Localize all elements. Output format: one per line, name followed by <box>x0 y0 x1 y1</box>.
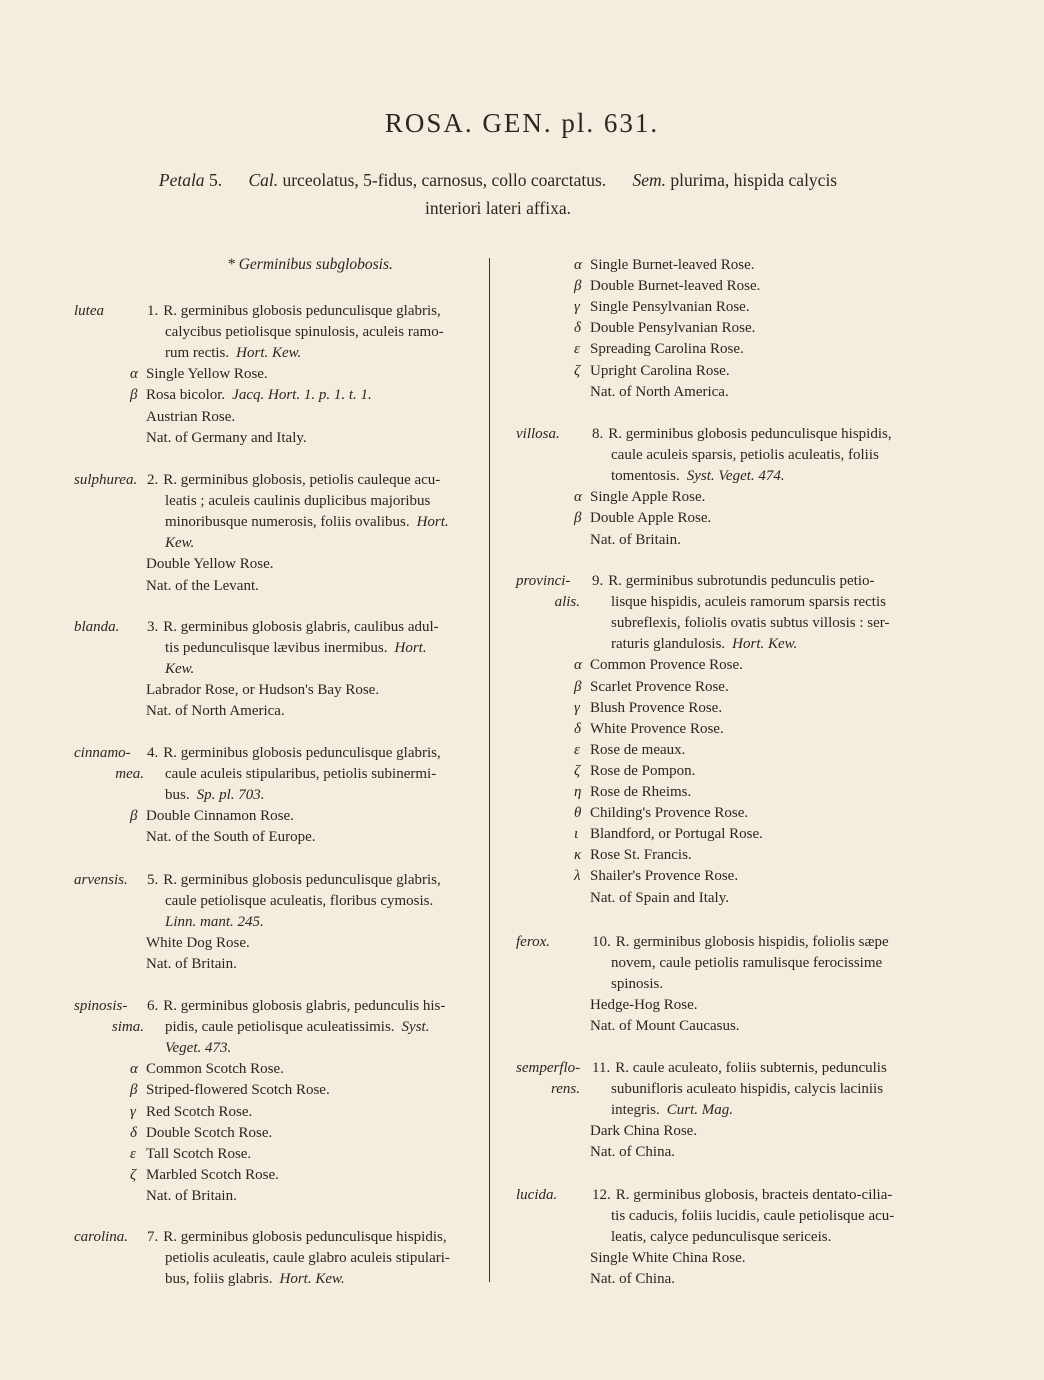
variety-text: Nat. of Germany and Italy. <box>146 429 307 446</box>
species-number: 7. <box>147 1229 159 1245</box>
page-title: ROSA. GEN. pl. 631. <box>384 108 660 138</box>
description-text: subunifloris aculeato hispidis, calycis laciniis <box>611 1081 884 1098</box>
variety-text: Single White China Rose. <box>590 1250 746 1267</box>
description-text: tomentosis. <box>611 468 680 485</box>
species-name: spinosis- <box>74 998 128 1014</box>
description-line <box>165 1017 429 1038</box>
variety-line <box>130 806 294 827</box>
greek-letter: ζ <box>574 762 581 779</box>
description-text: raturis glandulosis. <box>611 636 726 653</box>
species-number: 1. <box>147 303 159 319</box>
variety-text: Nat. of Britain. <box>590 531 681 548</box>
description-text: R. germinibus globosis glabris, caulibus adul- <box>163 619 439 635</box>
variety-text: Rosa bicolor. <box>146 387 226 404</box>
description-line <box>611 1100 733 1121</box>
species-number: 2. <box>147 472 159 488</box>
citation: Hort. Kew. <box>732 636 798 653</box>
species-number: 8. <box>592 426 604 442</box>
citation: Kew. <box>165 535 195 552</box>
section-header: * Germinibus subglobosis. <box>227 256 393 273</box>
variety-text: Nat. of the South of Europe. <box>146 829 316 846</box>
variety-text: Single Pensylvanian Rose. <box>590 299 750 316</box>
greek-letter: α <box>130 1061 138 1078</box>
greek-letter: ε <box>130 1145 136 1162</box>
description-text: R. germinibus globosis pedunculisque glabris, <box>163 303 441 319</box>
species-name: mea. <box>115 766 144 783</box>
species-name: lutea <box>74 303 104 319</box>
variety-text: Nat. of Britain. <box>146 956 237 973</box>
variety-line <box>574 803 748 824</box>
citation: Hort. Kew. <box>279 1271 345 1288</box>
description-line <box>147 870 441 891</box>
variety-line <box>574 761 695 782</box>
variety-line <box>574 487 705 508</box>
variety-text: Rose de meaux. <box>590 741 686 758</box>
description-text: caule aculeis sparsis, petiolis aculeatis, foliis <box>611 447 879 464</box>
description-text: lisque hispidis, aculeis ramorum sparsis rectis <box>611 594 886 611</box>
description-line <box>147 617 439 638</box>
greek-letter: ζ <box>130 1166 137 1183</box>
variety-text: Upright Carolina Rose. <box>590 362 730 379</box>
variety-text: Nat. of North America. <box>146 703 285 720</box>
variety-line <box>130 385 372 406</box>
greek-letter: δ <box>574 320 581 337</box>
species-number: 10. <box>592 934 611 950</box>
variety-line <box>574 677 729 698</box>
variety-text: Nat. of Spain and Italy. <box>590 889 729 906</box>
description-text: rum rectis. <box>165 345 230 362</box>
variety-line <box>130 1144 251 1165</box>
citation: Hort. <box>394 640 427 657</box>
variety-line <box>574 845 692 866</box>
description-line <box>611 1227 831 1248</box>
variety-line <box>574 655 743 676</box>
description-text: R. germinibus globosis pedunculisque hispidis, <box>163 1229 447 1245</box>
variety-text: Spreading Carolina Rose. <box>590 341 744 358</box>
species-name: alis. <box>554 594 580 611</box>
cal-text: urceolatus, 5-fidus, carnosus, collo coarctatus. <box>282 170 607 190</box>
variety-line <box>130 954 237 975</box>
greek-letter: γ <box>130 1103 136 1120</box>
species-number: 11. <box>592 1060 611 1076</box>
variety-line <box>130 1059 284 1080</box>
variety-line <box>574 361 730 382</box>
character-line-2: interiori lateri affixa. <box>425 198 571 218</box>
description-text: pidis, caule petiolisque aculeatissimis. <box>165 1019 395 1036</box>
variety-text: Marbled Scotch Rose. <box>146 1166 279 1183</box>
greek-letter: α <box>574 657 582 674</box>
greek-letter: β <box>574 278 582 295</box>
variety-text: Nat. of Mount Caucasus. <box>590 1018 740 1035</box>
variety-line <box>130 554 274 575</box>
description-text: leatis, calyce pedunculisque sericeis. <box>611 1229 832 1246</box>
description-line <box>165 1248 450 1269</box>
greek-letter: α <box>574 489 582 506</box>
description-text: spinosis. <box>611 976 664 993</box>
description-text: R. germinibus globosis glabris, pedunculis his- <box>163 998 446 1014</box>
description-line <box>611 953 882 974</box>
variety-line <box>574 1142 675 1163</box>
variety-line <box>130 576 259 597</box>
greek-letter: β <box>130 808 138 825</box>
description-line <box>611 445 879 466</box>
description-line <box>592 1185 892 1206</box>
variety-line <box>574 824 763 845</box>
greek-letter: α <box>574 257 582 273</box>
description-text: R. germinibus subrotundis pedunculis petio- <box>608 573 875 589</box>
variety-text: Common Scotch Rose. <box>146 1061 284 1078</box>
variety-line <box>130 680 379 701</box>
variety-line <box>130 933 250 954</box>
species-name: lucida. <box>516 1187 558 1203</box>
description-line <box>147 1227 447 1248</box>
variety-line <box>130 364 268 385</box>
petala-label: Petala <box>158 170 205 190</box>
variety-line <box>130 1186 237 1207</box>
greek-letter: δ <box>574 720 581 737</box>
greek-letter: κ <box>574 847 582 864</box>
greek-letter: β <box>574 678 582 695</box>
sem-label: Sem. <box>632 170 667 190</box>
variety-text: Scarlet Provence Rose. <box>590 678 729 695</box>
description-line <box>165 322 444 343</box>
description-text: petiolis aculeatis, caule glabro aculeis stipulari- <box>165 1250 450 1267</box>
citation: Hort. Kew. <box>236 345 302 362</box>
variety-line <box>574 1248 746 1269</box>
description-text: R. germinibus globosis pedunculisque glabris, <box>163 872 441 888</box>
variety-line <box>574 995 697 1016</box>
greek-letter: β <box>130 387 138 404</box>
variety-line <box>130 1080 330 1101</box>
variety-text: Single Yellow Rose. <box>146 366 268 383</box>
greek-letter: γ <box>574 299 580 316</box>
description-line <box>611 974 663 995</box>
description-text: tis caducis, foliis lucidis, caule petiolisque acu- <box>611 1208 895 1225</box>
variety-text: Blandford, or Portugal Rose. <box>590 826 763 843</box>
description-line <box>165 638 427 659</box>
variety-text: Rose de Pompon. <box>590 762 696 779</box>
species-name: provinci- <box>516 573 571 589</box>
description-line <box>165 491 430 512</box>
greek-letter: ε <box>574 741 580 758</box>
description-line <box>165 764 436 785</box>
cal-label: Cal. <box>248 170 279 190</box>
description-line <box>592 1058 887 1079</box>
variety-text: Childing's Provence Rose. <box>590 805 749 822</box>
variety-line <box>574 297 750 318</box>
variety-text: Double Pensylvanian Rose. <box>590 320 756 337</box>
variety-line <box>574 782 691 803</box>
greek-letter: ι <box>574 826 579 843</box>
variety-text: Nat. of China. <box>590 1144 675 1161</box>
description-line <box>611 1079 883 1100</box>
variety-text: Austrian Rose. <box>146 408 236 425</box>
description-text: bus. <box>165 787 190 804</box>
variety-line <box>130 701 285 722</box>
variety-line <box>574 698 722 719</box>
species-name: ferox. <box>516 934 551 950</box>
description-text: novem, caule petiolis ramulisque ferocissime <box>611 955 883 972</box>
species-number: 4. <box>147 745 159 761</box>
variety-text: Tall Scotch Rose. <box>146 1145 252 1162</box>
variety-line <box>574 740 685 761</box>
species-name: cinnamo- <box>74 745 131 761</box>
species-name: sulphurea. <box>74 472 138 488</box>
description-line <box>592 932 889 953</box>
variety-text: Nat. of Britain. <box>146 1187 237 1204</box>
species-number: 5. <box>147 872 159 888</box>
species-name: rens. <box>550 1081 580 1098</box>
variety-text: Double Scotch Rose. <box>146 1124 273 1141</box>
greek-letter: β <box>574 510 582 527</box>
variety-text: White Provence Rose. <box>590 720 724 737</box>
description-text: R. germinibus globosis, petiolis cauleque acu- <box>163 472 441 488</box>
description-line <box>147 470 440 491</box>
variety-text: Nat. of China. <box>590 1271 675 1288</box>
greek-letter: ε <box>574 341 580 358</box>
variety-text: Single Burnet-leaved Rose. <box>590 257 755 273</box>
variety-line <box>130 1165 279 1186</box>
variety-line <box>574 1121 697 1142</box>
description-text: integris. <box>611 1102 660 1119</box>
description-text: R. germinibus globosis pedunculisque glabris, <box>163 745 441 761</box>
species-name: blanda. <box>74 619 120 635</box>
variety-line <box>574 339 744 360</box>
description-text: calycibus petiolisque spinulosis, aculeis ramo- <box>165 324 444 341</box>
citation: Syst. <box>401 1019 430 1036</box>
variety-text: Nat. of North America. <box>590 383 729 400</box>
sem-text: plurima, hispida calycis <box>670 170 838 190</box>
citation: Kew. <box>165 661 195 678</box>
variety-text: Double Yellow Rose. <box>146 556 274 573</box>
citation: Jacq. Hort. 1. p. 1. t. 1. <box>232 387 372 404</box>
variety-text: Red Scotch Rose. <box>146 1103 253 1120</box>
variety-line <box>574 318 755 339</box>
greek-letter: α <box>130 366 138 383</box>
variety-line <box>574 508 711 529</box>
citation: Veget. 473. <box>165 1040 232 1057</box>
variety-line <box>574 888 729 909</box>
description-text: minoribusque numerosis, foliis ovalibus. <box>165 514 410 531</box>
description-text: bus, foliis glabris. <box>165 1271 273 1288</box>
variety-text: Dark China Rose. <box>590 1123 698 1140</box>
description-line <box>611 1206 894 1227</box>
variety-text: Shailer's Provence Rose. <box>590 868 739 885</box>
citation: Sp. pl. 703. <box>196 787 265 804</box>
variety-text: Nat. of the Levant. <box>146 577 259 594</box>
citation: Linn. mant. 245. <box>165 914 264 931</box>
petala-text: 5. <box>208 170 223 190</box>
description-line <box>165 343 301 364</box>
variety-line <box>574 276 760 297</box>
citation: Syst. Veget. 474. <box>686 468 785 485</box>
description-text: tis pedunculisque lævibus inermibus. <box>165 640 388 657</box>
variety-line <box>574 530 681 551</box>
species-name: arvensis. <box>74 872 128 888</box>
description-text: R. caule aculeato, foliis subternis, pedunculis <box>615 1060 887 1076</box>
greek-letter: β <box>130 1082 138 1099</box>
description-line <box>147 301 441 322</box>
variety-line <box>130 1102 252 1123</box>
description-line <box>592 424 892 445</box>
variety-text: Striped-flowered Scotch Rose. <box>146 1082 330 1099</box>
variety-line <box>130 1123 272 1144</box>
description-text: caule aculeis stipularibus, petiolis subinermi- <box>165 766 437 783</box>
variety-line <box>574 255 755 276</box>
variety-text: Hedge-Hog Rose. <box>590 997 698 1014</box>
description-line <box>611 592 886 613</box>
description-text: R. germinibus globosis pedunculisque hispidis, <box>608 426 892 442</box>
species-number: 9. <box>592 573 604 589</box>
variety-line <box>130 827 316 848</box>
description-text: R. germinibus globosis, bracteis dentato-cilia- <box>615 1187 893 1203</box>
variety-text: Single Apple Rose. <box>590 489 706 506</box>
greek-letter: ζ <box>574 362 581 379</box>
variety-text: Double Burnet-leaved Rose. <box>590 278 761 295</box>
variety-text: Rose St. Francis. <box>590 847 692 864</box>
greek-letter: θ <box>574 805 582 822</box>
variety-text: Labrador Rose, or Hudson's Bay Rose. <box>146 682 380 699</box>
description-line <box>165 891 433 912</box>
variety-line <box>574 719 724 740</box>
variety-text: Double Cinnamon Rose. <box>146 808 294 825</box>
species-name: villosa. <box>516 426 560 442</box>
variety-text: White Dog Rose. <box>146 935 250 952</box>
variety-text: Blush Provence Rose. <box>590 699 723 716</box>
description-line <box>165 512 449 533</box>
variety-line <box>130 428 307 449</box>
genus-character <box>98 166 898 222</box>
description-line <box>165 785 265 806</box>
variety-line <box>574 1016 740 1037</box>
species-number: 12. <box>592 1187 611 1203</box>
greek-letter: γ <box>574 699 580 716</box>
species-number: 6. <box>147 998 159 1014</box>
species-name: sima. <box>111 1019 144 1036</box>
description-text: caule petiolisque aculeatis, floribus cymosis. <box>165 893 434 910</box>
greek-letter: λ <box>574 868 581 885</box>
citation: Hort. <box>416 514 449 531</box>
column-divider <box>489 258 490 1282</box>
species-number: 3. <box>147 619 159 635</box>
greek-letter: δ <box>130 1124 137 1141</box>
species-name: semperflo- <box>516 1060 581 1076</box>
variety-text: Common Provence Rose. <box>590 657 743 674</box>
citation: Curt. Mag. <box>666 1102 734 1119</box>
description-line <box>611 466 785 487</box>
variety-line <box>130 407 235 428</box>
variety-line <box>574 1269 675 1290</box>
description-line <box>611 634 797 655</box>
greek-letter: η <box>574 784 582 800</box>
variety-line <box>574 382 729 403</box>
description-line <box>165 1269 345 1290</box>
description-text: subreflexis, foliolis ovatis subtus villosis : ser- <box>611 615 890 632</box>
description-text: R. germinibus globosis hispidis, foliolis sæpe <box>615 934 889 950</box>
description-line <box>147 996 445 1017</box>
variety-line <box>574 866 738 887</box>
species-name: carolina. <box>74 1229 129 1245</box>
variety-text: Double Apple Rose. <box>590 510 712 527</box>
variety-text: Rose de Rheims. <box>590 784 692 800</box>
description-text: leatis ; aculeis caulinis duplicibus majoribus <box>165 493 431 510</box>
description-line <box>592 571 874 592</box>
description-line <box>611 613 889 634</box>
description-line <box>147 743 441 764</box>
